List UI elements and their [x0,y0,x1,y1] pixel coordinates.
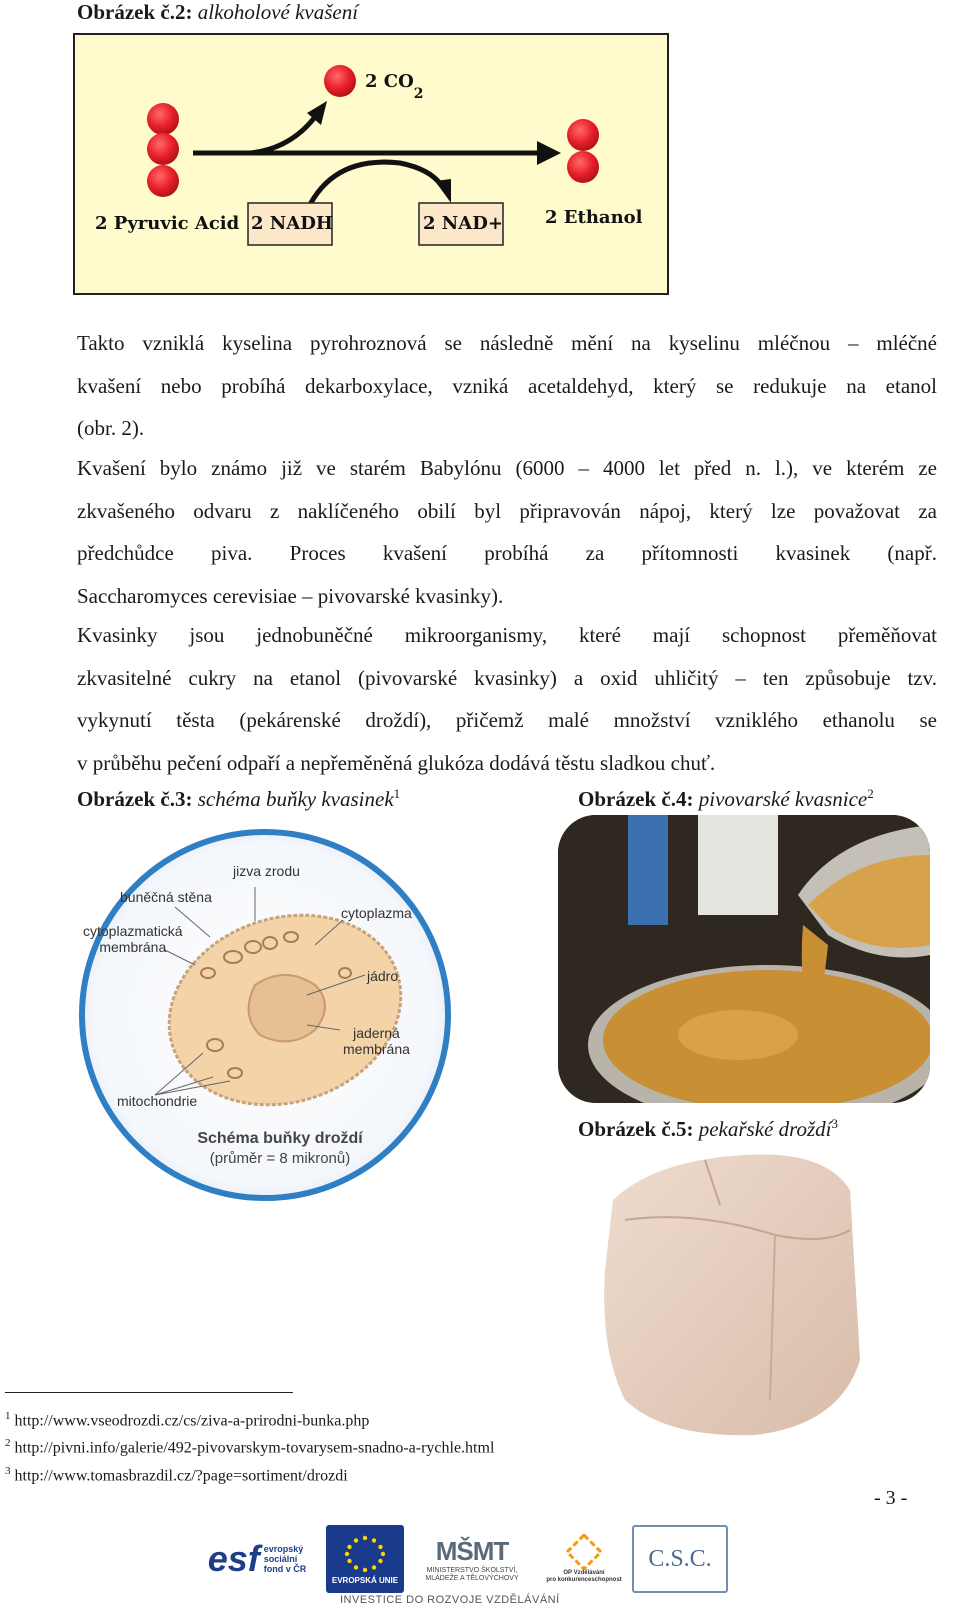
msmt-text-line1: MINISTERSTVO ŠKOLSTVÍ, [426,1566,518,1574]
paragraph-1 [77,322,937,450]
figure4-caption [578,786,874,812]
eu-logo [326,1525,404,1593]
figure2-caption-text: alkoholové kvašení [197,0,359,24]
baker-yeast-photo [595,1150,875,1440]
op-text-line1: OP Vzdělávání [563,1570,605,1576]
msmt-logo [408,1525,536,1593]
esf-text [264,1544,307,1574]
eu-stars-icon [343,1534,387,1574]
co2-release-arrow [250,101,327,153]
paragraph-2 [77,447,937,617]
nadh-label: 2 NADH [251,213,333,234]
footer-slogan: INVESTICE DO ROZVOJE VZDĚLÁVÁNÍ [340,1594,560,1606]
figure5-caption-prefix: Obrázek č.5: [578,1117,694,1141]
pyruvic-label: 2 Pyruvic Acid [95,213,240,234]
paragraph-line: vykynutí těsta (pekárenské droždí), přičemž malé množství vzniklého ethanolu se [77,708,937,732]
jadro-label: jádro [367,968,399,984]
jaderna-label-line2: membrána [343,1041,410,1057]
figure5-footnote-ref: 3 [831,1116,839,1131]
op-mark-icon [566,1534,602,1570]
esf-text-line3: fond v ČR [263,1564,307,1574]
footnote-separator [5,1392,293,1393]
csc-label: C.S.C. [648,1545,712,1572]
membrana-label-line2: membrána [99,939,167,955]
paragraph-line: Saccharomyces cerevisiae – pivovarské kvasinky). [77,583,504,608]
msmt-mark-icon: MŠMT [435,1535,509,1566]
paragraph-line: Kvašení bylo známo již ve starém Babylónu (6000 – 4000 let před n. l.), ve kterém ze [77,456,937,480]
ethanol-label: 2 Ethanol [545,207,643,228]
yeast-cell-diagram [45,825,485,1215]
jaderna-label [343,1025,410,1057]
footnote-url[interactable]: http://www.tomasbrazdil.cz/?page=sortiment/drozdi [14,1466,348,1484]
esf-text-line1: evropský [263,1544,304,1554]
op-text-line2: pro konkurenceschopnost [546,1577,622,1583]
cell-diagram-subtitle: (průměr = 8 mikronů) [209,1150,351,1167]
esf-text-line2: sociální [263,1554,298,1564]
paragraph-line: zkvašeného odvaru z naklíčeného obilí byl připravován nápoj, který lze považovat za [77,498,937,523]
paragraph-line: v průběhu pečení odpaří a nepřeměněná glukóza dodává těstu sladkou chuť. [77,750,716,775]
msmt-text-line2: MLÁDEŽE A TĚLOVÝCHOVY [425,1574,519,1582]
figure2-caption-prefix: Obrázek č.2: [77,0,193,24]
paragraph-3 [77,614,937,784]
mitochondrie-label: mitochondrie [117,1093,198,1109]
figure2-caption [77,0,358,25]
paragraph-line: kvašení nebo probíhá dekarboxylace, vzniká acetaldehyd, který se redukuje na etanol [77,373,937,398]
ethanol-molecule-icon [567,119,599,183]
paragraph-line: (obr. 2). [77,416,145,440]
figure4-footnote-ref: 2 [867,786,874,801]
co2-label [365,71,424,102]
eu-label: EVROPSKÁ UNIE [331,1575,399,1585]
footnote-1 [5,1405,494,1432]
msmt-text [425,1567,518,1583]
page-number: - 3 - [874,1487,908,1509]
cell-diagram-title: Schéma buňky droždí [197,1130,363,1147]
esf-mark-icon: esf [207,1538,260,1579]
nadplus-label: 2 NAD+ [423,213,503,234]
figure4-caption-prefix: Obrázek č.4: [578,787,694,811]
jaderna-label-line1: jaderná [353,1025,400,1041]
jizva-label: jizva zrodu [233,863,300,879]
cytoplazma-label: cytoplazma [341,905,412,921]
figure3-caption [77,786,400,812]
paragraph-line: předchůdce piva. Proces kvašení probíhá za přítomnosti kvasinek (např. [77,541,937,565]
figure3-caption-text: schéma buňky kvasinek [197,787,394,811]
paragraph-line: Kvasinky jsou jednobuněčné mikroorganismy, které mají schopnost přeměňovat [77,623,937,647]
co2-label-sub: 2 [413,85,424,102]
figure3-footnote-ref: 1 [393,786,401,801]
figure3-caption-prefix: Obrázek č.3: [77,787,193,811]
footnote-url[interactable]: http://pivni.info/galerie/492-pivovarskym-tovarysem-snadno-a-rychle.html [14,1439,495,1457]
membrana-label-line1: cytoplazmatická [83,923,183,939]
co2-molecule-icon [324,65,356,97]
membrana-label [83,923,183,955]
op-text [546,1570,621,1584]
footnote-number: 2 [5,1437,11,1450]
footnote-number: 3 [5,1464,11,1477]
footnote-number: 1 [5,1410,11,1422]
beer-yeast-image [558,815,930,1103]
paragraph-line: Takto vzniklá kyselina pyrohroznová se následně mění na kyselinu mléčnou – mléčné [77,331,937,355]
figure5-caption-text: pekařské droždí [698,1117,832,1141]
footnotes [5,1410,495,1527]
footnote-url[interactable]: http://www.vseodrozdi.cz/cs/ziva-a-prirodni-bunka.php [14,1412,370,1430]
co2-label-main: 2 CO [365,71,414,92]
stena-label: buněčná stěna [120,889,212,905]
nucleus [249,975,325,1041]
footnote-2 [5,1432,494,1459]
pyruvic-molecule-icon [147,103,179,197]
esf-logo [193,1525,321,1593]
footnote-3 [5,1460,494,1487]
baker-yeast-image [595,1150,875,1440]
figure5-caption [578,1116,838,1142]
op-logo [542,1525,626,1593]
paragraph-line: zkvasitelné cukry na etanol (pivovarské kvasinky) a oxid uhličitý – ten způsobuje tzv. [77,665,937,690]
fermentation-diagram [73,33,669,295]
beer-yeast-photo [558,815,930,1103]
figure4-caption-text: pivovarské kvasnice [698,787,868,811]
csc-logo [632,1525,728,1593]
